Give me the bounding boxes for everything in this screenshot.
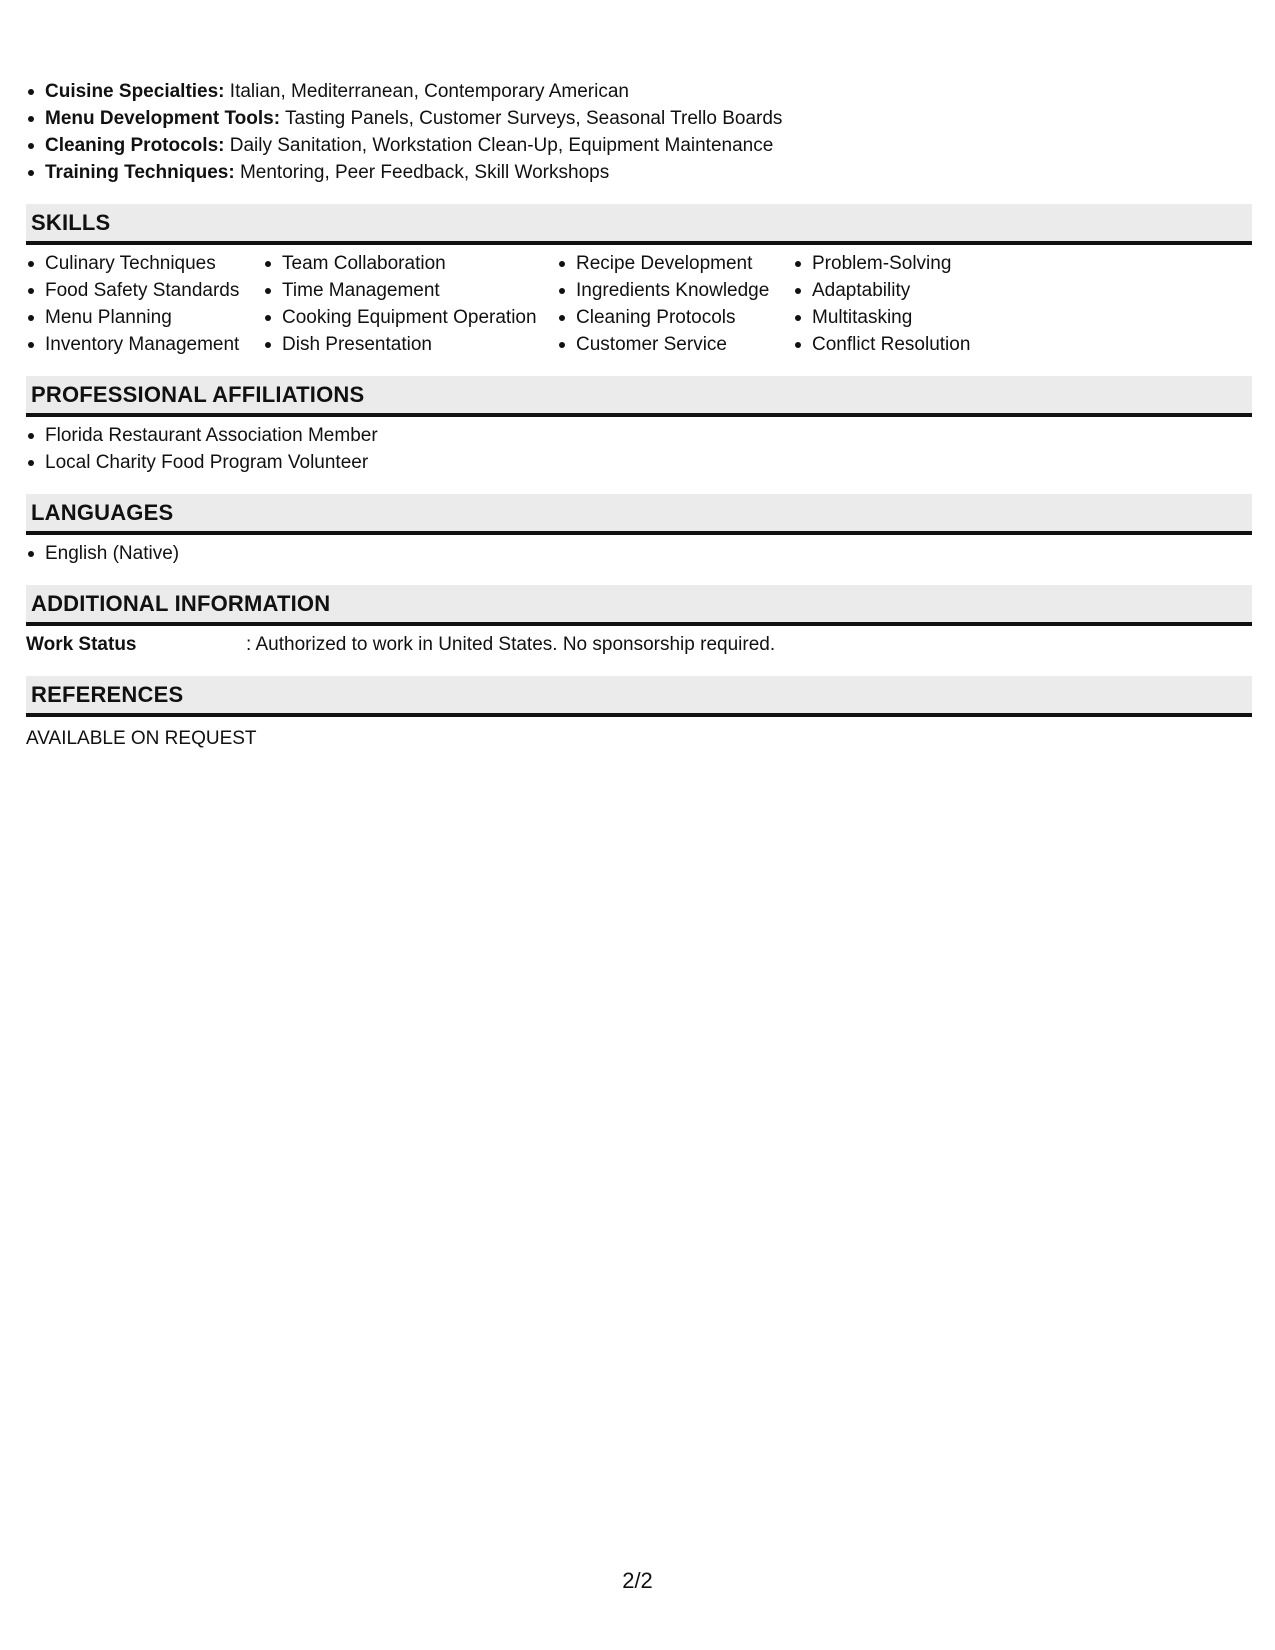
highlight-label: Training Techniques:: [45, 162, 235, 183]
skill-item: Culinary Techniques: [26, 250, 263, 277]
skill-item: Adaptability: [793, 277, 1093, 304]
skill-item: Food Safety Standards: [26, 277, 263, 304]
references-text: AVAILABLE ON REQUEST: [26, 728, 257, 749]
languages-list: [26, 540, 1252, 567]
skill-item: Menu Planning: [26, 304, 263, 331]
highlight-item: [26, 78, 1252, 105]
work-status-row: [26, 632, 1252, 658]
skill-item: Inventory Management: [26, 331, 263, 358]
language-item: English (Native): [26, 540, 1252, 567]
skills-column: [793, 250, 1093, 358]
skills-column: [26, 250, 263, 358]
highlight-label: Cleaning Protocols:: [45, 135, 225, 156]
additional-info-heading: ADDITIONAL INFORMATION: [26, 585, 1252, 626]
skill-item: Conflict Resolution: [793, 331, 1093, 358]
languages-heading: LANGUAGES: [26, 494, 1252, 535]
highlight-item: [26, 105, 1252, 132]
skill-item: Team Collaboration: [263, 250, 557, 277]
highlight-value: Italian, Mediterranean, Contemporary American: [229, 81, 629, 102]
affiliations-heading: PROFESSIONAL AFFILIATIONS: [26, 376, 1252, 417]
highlight-value: Tasting Panels, Customer Surveys, Seasonal Trello Boards: [285, 108, 783, 129]
skill-item: Recipe Development: [557, 250, 793, 277]
page-number: 2/2: [622, 1568, 653, 1593]
work-status-value: : Authorized to work in United States. No sponsorship required.: [246, 634, 776, 655]
skill-item: Multitasking: [793, 304, 1093, 331]
skills-column: [263, 250, 557, 358]
skill-item: Ingredients Knowledge: [557, 277, 793, 304]
highlights-list: [26, 78, 1252, 186]
highlight-item: [26, 132, 1252, 159]
skills-grid: [26, 250, 1252, 358]
affiliation-item: Local Charity Food Program Volunteer: [26, 449, 1252, 476]
affiliation-item: Florida Restaurant Association Member: [26, 422, 1252, 449]
skill-item: Cooking Equipment Operation: [263, 304, 557, 331]
references-heading: REFERENCES: [26, 676, 1252, 717]
skills-heading: SKILLS: [26, 204, 1252, 245]
skill-item: Dish Presentation: [263, 331, 557, 358]
highlight-label: Menu Development Tools:: [45, 108, 281, 129]
highlight-value: Daily Sanitation, Workstation Clean-Up, Equipment Maintenance: [229, 135, 774, 156]
resume-page: [26, 78, 1252, 752]
highlight-item: [26, 159, 1252, 186]
highlight-value: Mentoring, Peer Feedback, Skill Workshops: [239, 162, 610, 183]
skill-item: Cleaning Protocols: [557, 304, 793, 331]
skill-item: Time Management: [263, 277, 557, 304]
work-status-label: Work Status: [26, 634, 137, 655]
affiliations-list: [26, 422, 1252, 476]
highlight-label: Cuisine Specialties:: [45, 81, 225, 102]
skills-column: [557, 250, 793, 358]
skill-item: Customer Service: [557, 331, 793, 358]
skill-item: Problem-Solving: [793, 250, 1093, 277]
